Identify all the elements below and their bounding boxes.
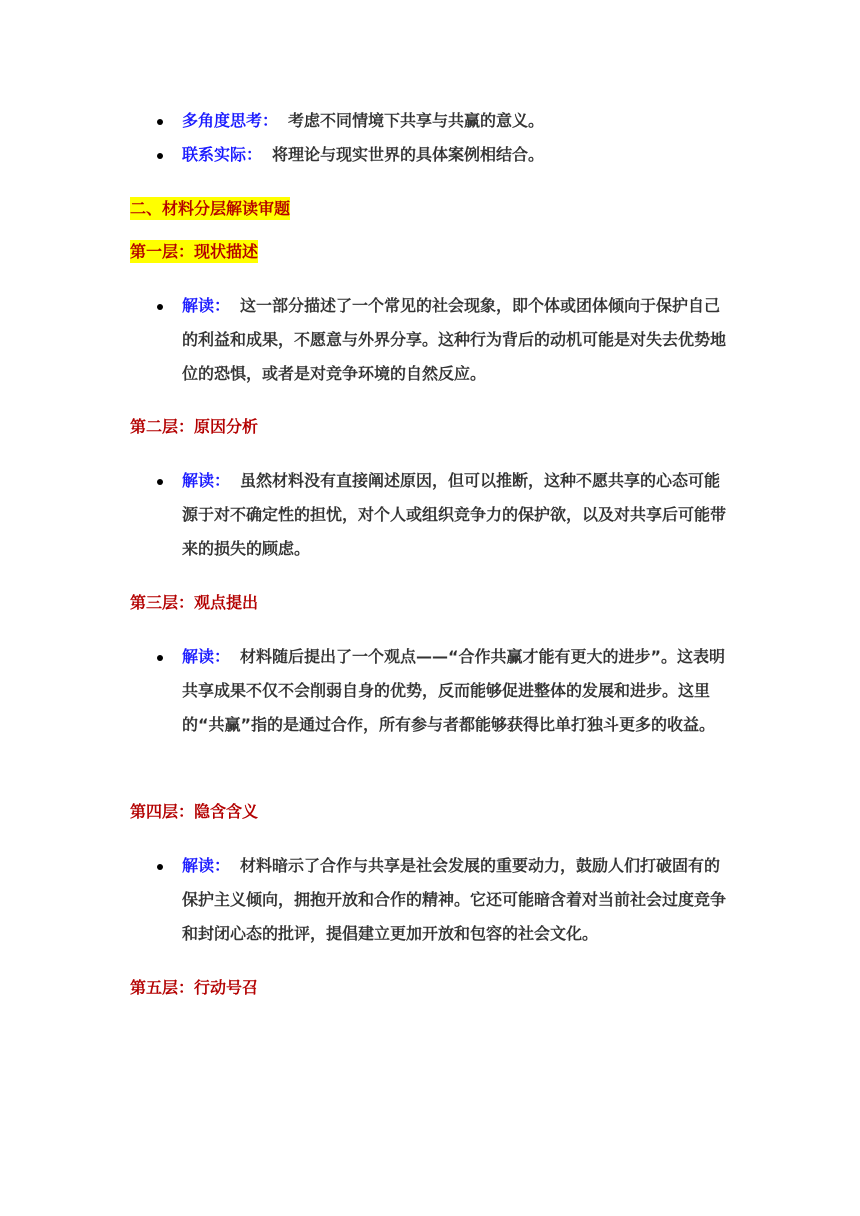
list-item: [130, 138, 740, 172]
list-item: [130, 289, 740, 391]
bullet-text: [182, 849, 730, 951]
bullet-icon: [157, 864, 163, 870]
list-item: [130, 104, 740, 138]
bullet-body: 考虑不同情境下共享与共赢的意义。: [288, 111, 545, 130]
layer-heading-text: 第四层：隐含含义: [130, 802, 259, 821]
layer-heading-text: 第一层：现状描述: [130, 242, 259, 261]
bullet-icon: [157, 655, 163, 661]
layer-heading: [130, 976, 258, 1000]
layer-heading: [130, 240, 258, 264]
bullet-body: 将理论与现实世界的具体案例相结合。: [272, 145, 545, 164]
bullet-icon: [157, 119, 163, 125]
bullet-text: [182, 138, 730, 172]
bullet-label: 解读：: [182, 296, 231, 315]
layer-heading-text: 第三层：观点提出: [130, 593, 259, 612]
list-item: [130, 640, 740, 742]
section-title-text: 二、材料分层解读审题: [130, 199, 291, 218]
layer-heading: [130, 800, 258, 824]
layer-heading: [130, 591, 258, 615]
bullet-icon: [157, 479, 163, 485]
layer-heading-text: 第二层：原因分析: [130, 417, 259, 436]
bullet-label: 解读：: [182, 471, 231, 490]
list-item: [130, 464, 740, 566]
list-item: [130, 849, 740, 951]
bullet-label: 解读：: [182, 856, 231, 875]
bullet-label: 联系实际：: [182, 145, 263, 164]
bullet-label: 解读：: [182, 647, 231, 666]
bullet-icon: [157, 304, 163, 310]
bullet-body: 材料随后提出了一个观点——“合作共赢才能有更大的进步”。这表明共享成果不仅不会削弱自身的优势，反而能够促进整体的发展和进步。这里的“共赢”指的是通过合作，所有参与者都能够获得比单打独斗更多的收益。: [182, 647, 726, 734]
bullet-body: 这一部分描述了一个常见的社会现象，即个体或团体倾向于保护自己的利益和成果，不愿意与外界分享。这种行为背后的动机可能是对失去优势地位的恐惧，或者是对竞争环境的自然反应。: [182, 296, 727, 383]
bullet-icon: [157, 153, 163, 159]
layer-heading-text: 第五层：行动号召: [130, 978, 259, 997]
bullet-text: [182, 640, 730, 742]
bullet-label: 多角度思考：: [182, 111, 279, 130]
bullet-text: [182, 464, 730, 566]
section-title: [130, 197, 290, 221]
bullet-body: 材料暗示了合作与共享是社会发展的重要动力，鼓励人们打破固有的保护主义倾向，拥抱开放和合作的精神。它还可能暗含着对当前社会过度竞争和封闭心态的批评，提倡建立更加开放和包容的社会文化。: [182, 856, 727, 943]
layer-heading: [130, 415, 258, 439]
bullet-text: [182, 289, 730, 391]
bullet-text: [182, 104, 730, 138]
bullet-body: 虽然材料没有直接阐述原因，但可以推断，这种不愿共享的心态可能源于对不确定性的担忧，对个人或组织竞争力的保护欲，以及对共享后可能带来的损失的顾虑。: [182, 471, 727, 558]
